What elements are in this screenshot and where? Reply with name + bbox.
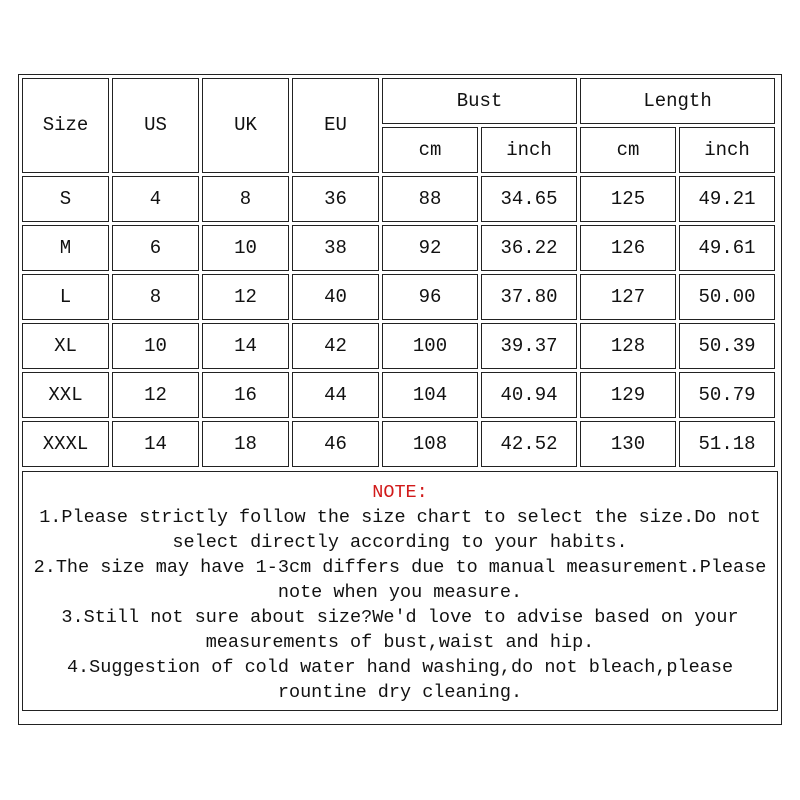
cell-eu: 44: [292, 372, 379, 418]
cell-length-inch: 49.21: [679, 176, 775, 222]
table-row: [22, 176, 775, 222]
note-line: 1.Please strictly follow the size chart to select the size.Do not: [39, 507, 761, 528]
note-title: NOTE:: [372, 482, 428, 503]
cell-bust-cm: 104: [382, 372, 478, 418]
table-row: [22, 225, 775, 271]
cell-length-inch: 50.39: [679, 323, 775, 369]
cell-eu: 40: [292, 274, 379, 320]
cell-uk: 8: [202, 176, 289, 222]
cell-eu: 38: [292, 225, 379, 271]
cell-bust-cm: 92: [382, 225, 478, 271]
cell-us: 12: [112, 372, 199, 418]
note-box: [22, 471, 778, 711]
cell-us: 14: [112, 421, 199, 467]
cell-length-inch: 51.18: [679, 421, 775, 467]
header-length: Length: [580, 78, 775, 124]
cell-length-cm: 127: [580, 274, 676, 320]
cell-length-inch: 49.61: [679, 225, 775, 271]
cell-size: L: [22, 274, 109, 320]
cell-us: 4: [112, 176, 199, 222]
cell-bust-cm: 88: [382, 176, 478, 222]
header-size: Size: [22, 78, 109, 173]
header-bust: Bust: [382, 78, 577, 124]
cell-bust-cm: 96: [382, 274, 478, 320]
table-row: [22, 274, 775, 320]
cell-uk: 12: [202, 274, 289, 320]
cell-uk: 18: [202, 421, 289, 467]
size-chart: [18, 74, 782, 725]
table-row: [22, 323, 775, 369]
cell-size: XL: [22, 323, 109, 369]
header-length-inch: inch: [679, 127, 775, 173]
cell-uk: 14: [202, 323, 289, 369]
cell-eu: 36: [292, 176, 379, 222]
cell-eu: 42: [292, 323, 379, 369]
cell-bust-inch: 36.22: [481, 225, 577, 271]
table-row: [22, 372, 775, 418]
header-row-top: [22, 78, 775, 124]
cell-bust-inch: 40.94: [481, 372, 577, 418]
header-bust-cm: cm: [382, 127, 478, 173]
cell-size: S: [22, 176, 109, 222]
cell-uk: 16: [202, 372, 289, 418]
cell-length-cm: 126: [580, 225, 676, 271]
cell-us: 10: [112, 323, 199, 369]
header-us: US: [112, 78, 199, 173]
cell-uk: 10: [202, 225, 289, 271]
cell-size: XXL: [22, 372, 109, 418]
size-table: [19, 75, 778, 470]
note-line: measurements of bust,waist and hip.: [205, 632, 595, 653]
cell-size: XXXL: [22, 421, 109, 467]
cell-bust-cm: 100: [382, 323, 478, 369]
note-line: 4.Suggestion of cold water hand washing,do not bleach,please: [66, 657, 734, 678]
cell-length-cm: 125: [580, 176, 676, 222]
cell-bust-inch: 34.65: [481, 176, 577, 222]
cell-bust-cm: 108: [382, 421, 478, 467]
note-line: rountine dry cleaning.: [277, 682, 523, 703]
cell-us: 8: [112, 274, 199, 320]
note-line: 3.Still not sure about size?We'd love to advise based on your: [61, 607, 739, 628]
header-eu: EU: [292, 78, 379, 173]
cell-length-cm: 128: [580, 323, 676, 369]
header-length-cm: cm: [580, 127, 676, 173]
cell-bust-inch: 42.52: [481, 421, 577, 467]
cell-length-cm: 129: [580, 372, 676, 418]
note-line: 2.The size may have 1-3cm differs due to manual measurement.Please: [33, 557, 767, 578]
cell-length-inch: 50.79: [679, 372, 775, 418]
cell-eu: 46: [292, 421, 379, 467]
table-row: [22, 421, 775, 467]
cell-bust-inch: 39.37: [481, 323, 577, 369]
cell-bust-inch: 37.80: [481, 274, 577, 320]
cell-size: M: [22, 225, 109, 271]
cell-us: 6: [112, 225, 199, 271]
cell-length-cm: 130: [580, 421, 676, 467]
cell-length-inch: 50.00: [679, 274, 775, 320]
note-line: note when you measure.: [277, 582, 523, 603]
header-uk: UK: [202, 78, 289, 173]
header-bust-inch: inch: [481, 127, 577, 173]
note-line: select directly according to your habits.: [172, 532, 628, 553]
